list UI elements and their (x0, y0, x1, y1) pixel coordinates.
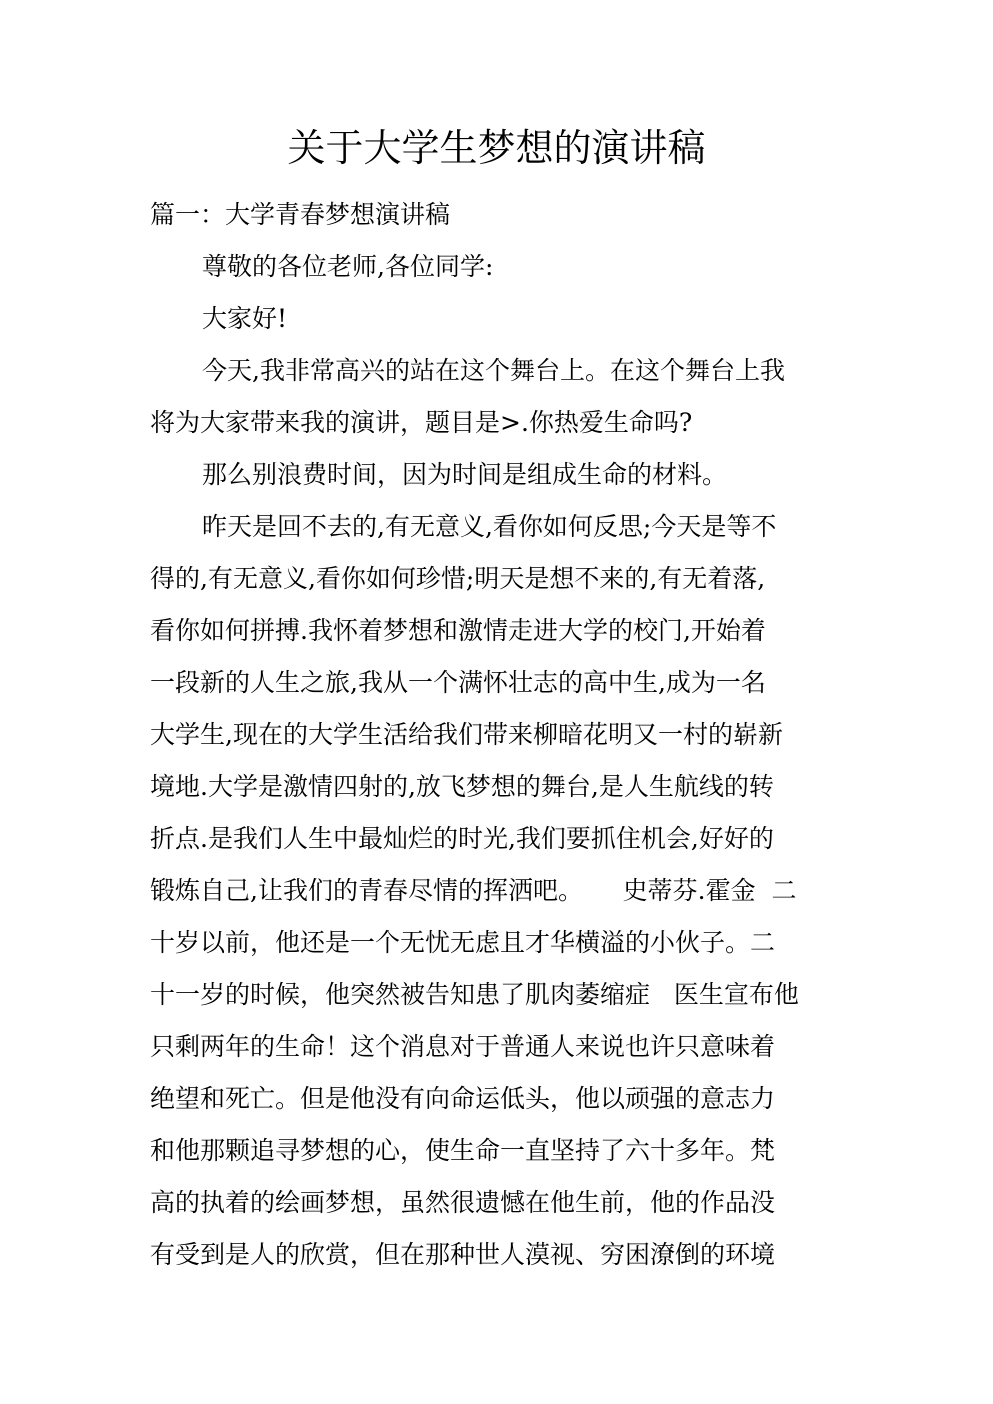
paragraph-line: 境地.大学是激情四射的,放飞梦想的舞台,是人生航线的转 (150, 772, 774, 801)
paragraph-line: 看你如何拼搏.我怀着梦想和激情走进大学的校门,开始着 (150, 616, 766, 645)
section-heading: 篇一：大学青春梦想演讲稿 (150, 200, 451, 229)
paragraph-line: 折点.是我们人生中最灿烂的时光,我们要抓住机会,好好的 (150, 824, 774, 853)
paragraph-line: 高的执着的绘画梦想，虽然很遗憾在他生前，他的作品没 (150, 1188, 776, 1217)
paragraph-line: 只剩两年的生命！这个消息对于普通人来说也许只意味着 (150, 1032, 776, 1061)
paragraph-line: 锻炼自己,让我们的青春尽情的挥洒吧。 史蒂芬.霍金 二 (150, 876, 797, 905)
paragraph-line: 十岁以前，他还是一个无忧无虑且才华横溢的小伙子。二 (150, 928, 776, 957)
greeting-line: 大家好! (202, 304, 288, 333)
paragraph-line: 将为大家带来我的演讲，题目是>.你热爱生命吗? (150, 408, 693, 437)
paragraph-line: 得的,有无意义,看你如何珍惜;明天是想不来的,有无着落, (150, 564, 766, 593)
paragraph-line: 十一岁的时候，他突然被告知患了肌肉萎缩症 医生宣布他 (150, 980, 799, 1009)
paragraph-line: 昨天是回不去的,有无意义,看你如何反思;今天是等不 (202, 512, 777, 541)
paragraph-line: 今天,我非常高兴的站在这个舞台上。在这个舞台上我 (202, 356, 785, 385)
paragraph-line: 和他那颗追寻梦想的心，使生命一直坚持了六十多年。梵 (150, 1136, 776, 1165)
salutation-line: 尊敬的各位老师,各位同学: (202, 252, 494, 281)
paragraph-line: 绝望和死亡。但是他没有向命运低头，他以顽强的意志力 (150, 1084, 776, 1113)
document-title: 关于大学生梦想的演讲稿 (287, 126, 706, 170)
paragraph-line: 大学生,现在的大学生活给我们带来柳暗花明又一村的崭新 (150, 720, 783, 749)
paragraph-line: 有受到是人的欣赏，但在那种世人漠视、穷困潦倒的环境 (150, 1240, 776, 1269)
paragraph-line: 一段新的人生之旅,我从一个满怀壮志的高中生,成为一名 (150, 668, 766, 697)
paragraph-line: 那么别浪费时间，因为时间是组成生命的材料。 (202, 460, 728, 489)
